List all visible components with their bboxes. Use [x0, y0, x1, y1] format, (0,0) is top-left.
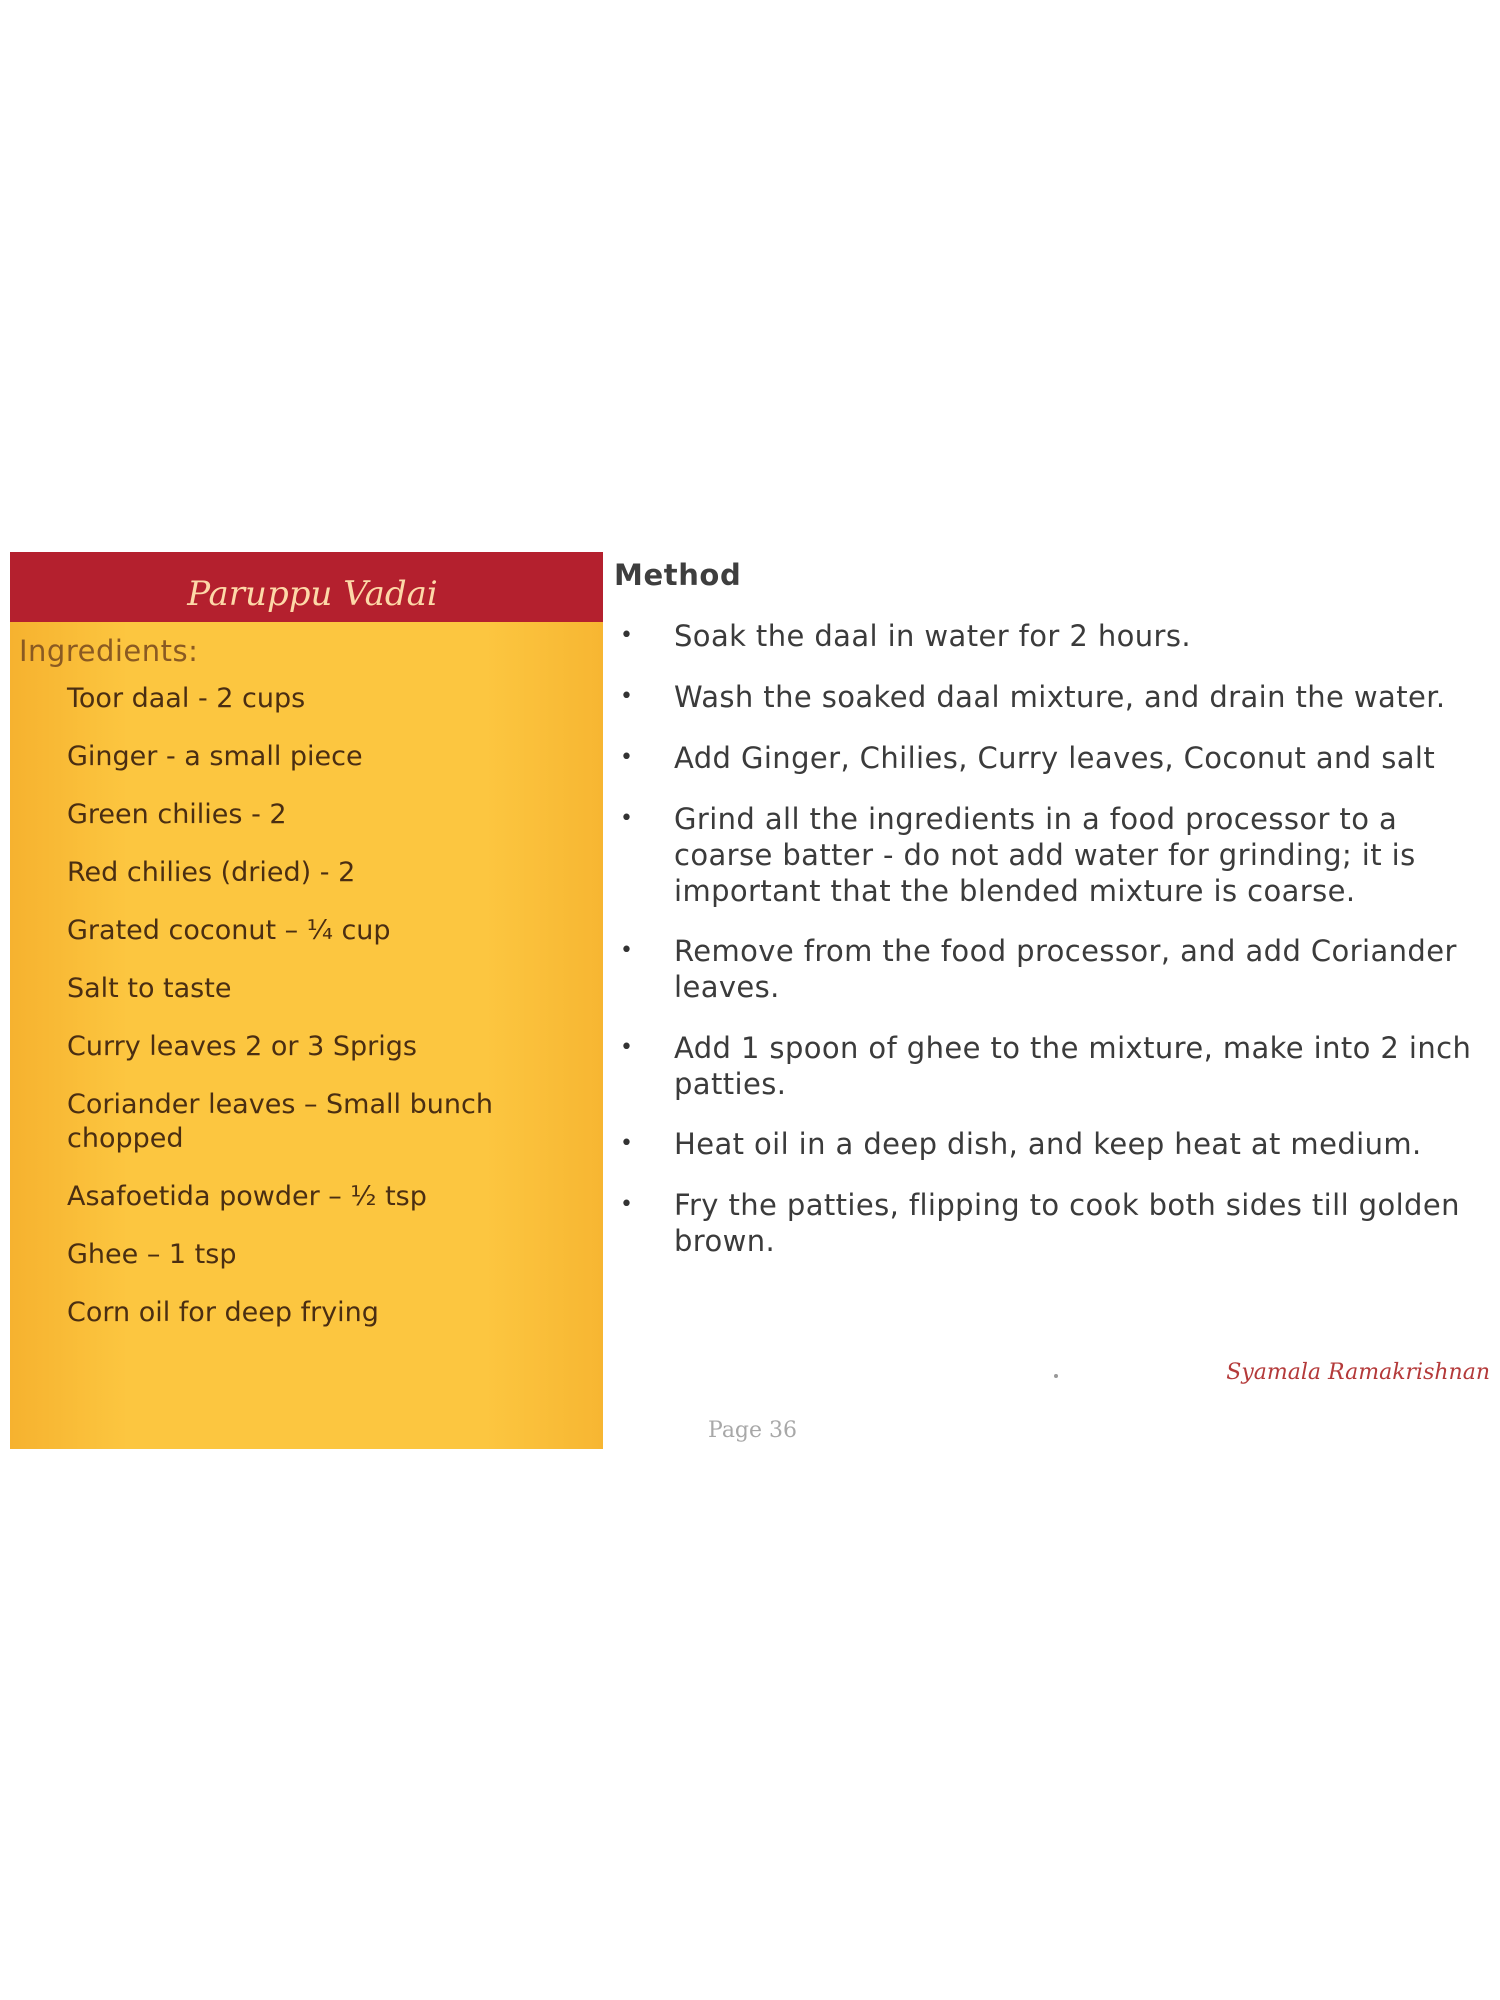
- stray-dot: [1054, 1374, 1058, 1378]
- method-step-text: Soak the daal in water for 2 hours.: [674, 619, 1191, 653]
- method-heading: Method: [614, 558, 742, 592]
- method-step-text: Heat oil in a deep dish, and keep heat at medium.: [674, 1127, 1422, 1161]
- ingredient-item: Asafoetida powder – ½ tsp: [67, 1181, 427, 1212]
- bullet-icon: •: [620, 1192, 633, 1217]
- ingredient-item: Toor daal - 2 cups: [67, 683, 306, 714]
- ingredient-item: Curry leaves 2 or 3 Sprigs: [67, 1031, 417, 1062]
- ingredient-item: Ghee – 1 tsp: [67, 1239, 237, 1270]
- ingredient-item: Grated coconut – ¼ cup: [67, 915, 391, 946]
- ingredients-panel: [10, 552, 603, 1449]
- bullet-icon: •: [620, 745, 633, 770]
- page-number: Page 36: [708, 1418, 798, 1443]
- ingredient-item: Coriander leaves – Small bunch chopped: [67, 1089, 493, 1154]
- author-signature: Syamala Ramakrishnan: [1226, 1360, 1490, 1385]
- bullet-icon: •: [620, 684, 633, 709]
- method-step-text: Add Ginger, Chilies, Curry leaves, Coconut and salt: [674, 741, 1436, 775]
- recipe-title: Paruppu Vadai: [187, 574, 438, 614]
- ingredients-heading: Ingredients:: [19, 634, 199, 668]
- method-step-text: Wash the soaked daal mixture, and drain the water.: [674, 680, 1446, 714]
- ingredient-item: Red chilies (dried) - 2: [67, 857, 356, 888]
- bullet-icon: •: [620, 1035, 633, 1060]
- bullet-icon: •: [620, 623, 633, 648]
- bullet-icon: •: [620, 1131, 633, 1156]
- bullet-icon: •: [620, 806, 633, 831]
- ingredient-item: Salt to taste: [67, 973, 232, 1004]
- bullet-icon: •: [620, 938, 633, 963]
- method-step-text: Remove from the food processor, and add Coriander leaves.: [674, 934, 1457, 1004]
- method-step-text: Fry the patties, flipping to cook both sides till golden brown.: [674, 1188, 1460, 1258]
- method-step-text: Grind all the ingredients in a food processor to a coarse batter - do not add water for grinding; it is important that the blended mixture is coarse.: [674, 802, 1416, 908]
- ingredient-item: Ginger - a small piece: [67, 741, 363, 772]
- method-step-text: Add 1 spoon of ghee to the mixture, make into 2 inch patties.: [674, 1031, 1472, 1101]
- ingredient-item: Green chilies - 2: [67, 799, 287, 830]
- recipe-title-banner: [10, 552, 603, 622]
- ingredient-item: Corn oil for deep frying: [67, 1297, 379, 1328]
